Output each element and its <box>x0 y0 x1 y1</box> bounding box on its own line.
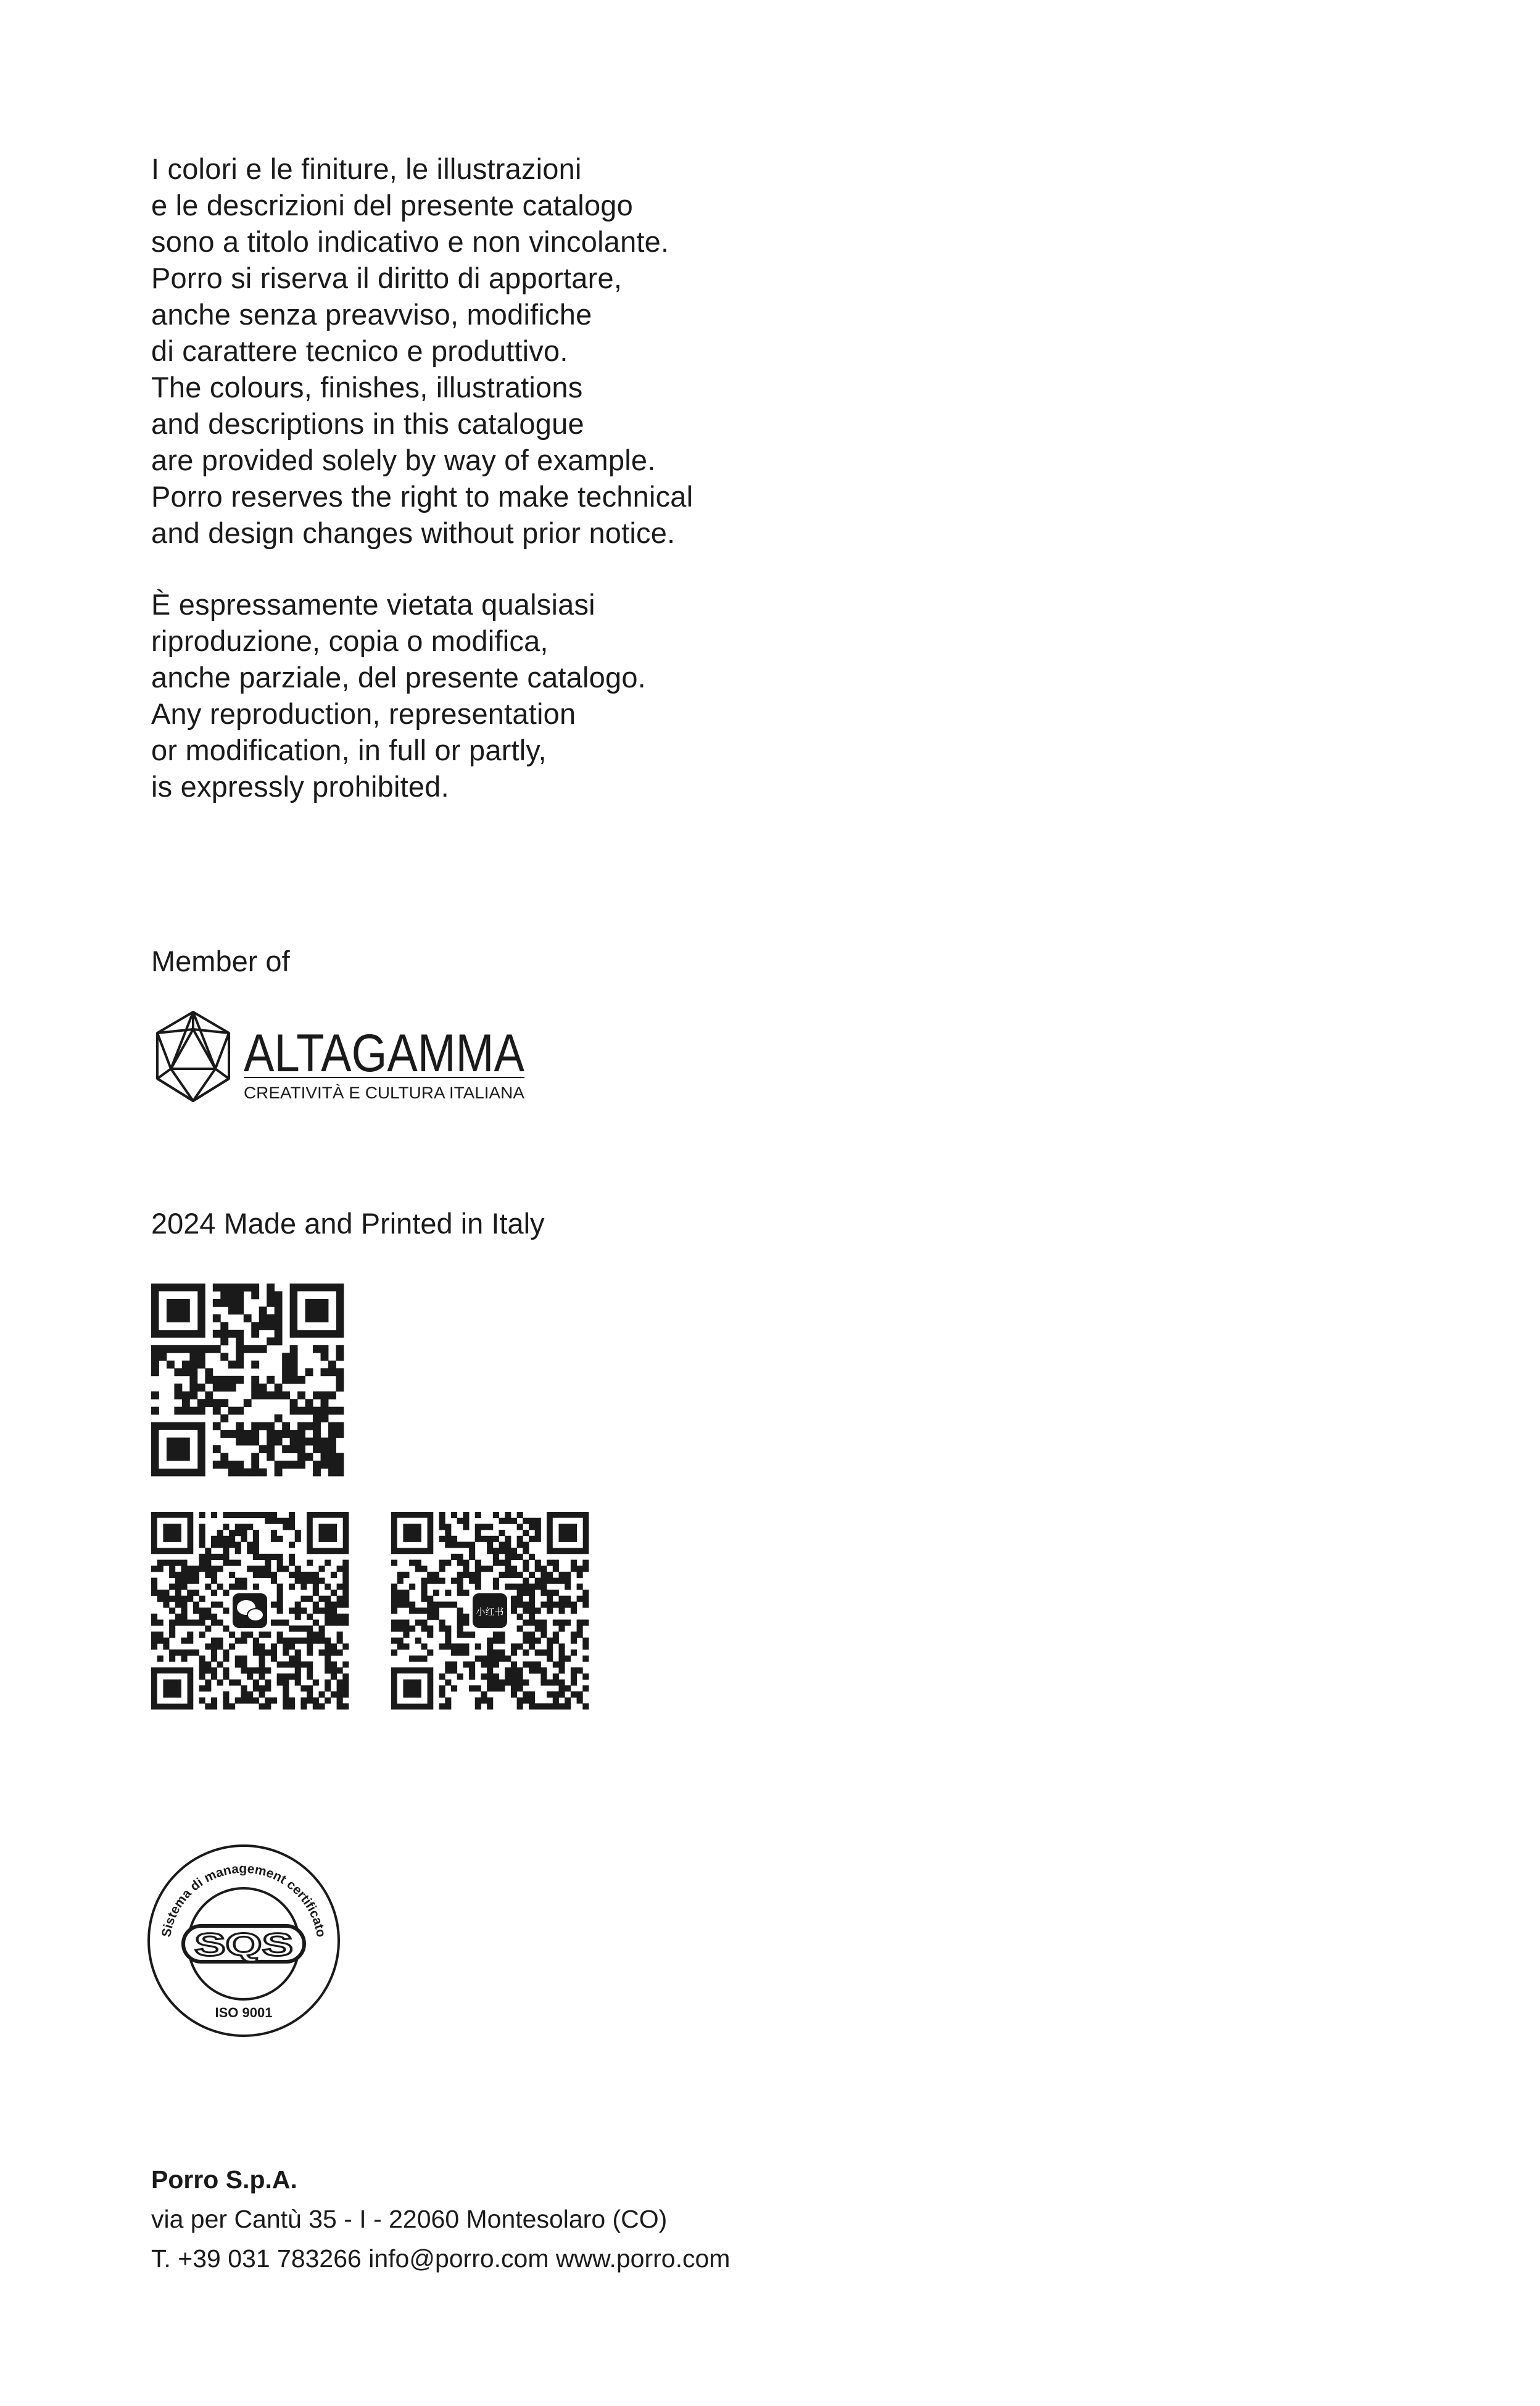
rights-line: riproduzione, copia o modifica, <box>151 624 549 657</box>
altagamma-tagline: CREATIVITÀ E CULTURA ITALIANA <box>244 1084 524 1102</box>
rights-line: È espressamente vietata qualsiasi <box>151 588 595 621</box>
disclaimer-line: and design changes without prior notice. <box>151 516 676 549</box>
disclaimer-line: and descriptions in this catalogue <box>151 407 584 440</box>
member-of-label: Member of <box>151 945 290 977</box>
company-contacts: T. +39 031 783266 info@porro.com www.porro.com <box>151 2244 731 2273</box>
qr-code-main[interactable] <box>151 1284 344 1476</box>
disclaimer-line: sono a titolo indicativo e non vincolante. <box>151 225 669 258</box>
qr-code-xiaohongshu[interactable] <box>391 1512 589 1709</box>
disclaimer-line: anche senza preavviso, modifiche <box>151 298 592 331</box>
wechat-icon <box>233 1593 267 1628</box>
altagamma-wordmark: ALTAGAMMA <box>244 1024 525 1083</box>
disclaimer-line: e le descrizioni del presente catalogo <box>151 189 633 222</box>
rights-line: Any reproduction, representation <box>151 697 576 730</box>
disclaimer-line: are provided solely by way of example. <box>151 444 656 476</box>
disclaimer-line: di carattere tecnico e produttivo. <box>151 334 568 367</box>
rights-line: anche parziale, del presente catalogo. <box>151 661 646 694</box>
altagamma-logo <box>151 1010 534 1106</box>
disclaimer-line: Porro reserves the right to make technical <box>151 480 693 513</box>
qr-code-wechat[interactable] <box>151 1512 349 1709</box>
xiaohongshu-label: 小红书 <box>476 1606 504 1617</box>
sqs-iso-certification-seal <box>145 1842 342 2039</box>
rights-line: is expressly prohibited. <box>151 770 449 803</box>
xiaohongshu-icon <box>473 1593 507 1628</box>
disclaimer-line: Porro si riserva il diritto di apportare, <box>151 262 623 294</box>
company-address: via per Cantù 35 - I - 22060 Montesolaro (CO) <box>151 2205 668 2233</box>
company-name: Porro S.p.A. <box>151 2165 297 2194</box>
iso-standard-label: ISO 9001 <box>215 2005 273 2020</box>
disclaimer-line: The colours, finishes, illustrations <box>151 371 583 404</box>
certification-ring-text: Sistema di management certificato <box>159 1861 328 1938</box>
made-in-italy-label: 2024 Made and Printed in Italy <box>151 1207 545 1240</box>
rights-paragraph <box>151 586 646 805</box>
disclaimer-line: I colori e le finiture, le illustrazioni <box>151 152 582 185</box>
company-info <box>151 2160 730 2278</box>
sqs-mark: SQS <box>194 1927 293 1963</box>
icosahedron-icon <box>157 1012 229 1101</box>
disclaimer-paragraph <box>151 151 693 551</box>
rights-line: or modification, in full or partly, <box>151 734 547 766</box>
